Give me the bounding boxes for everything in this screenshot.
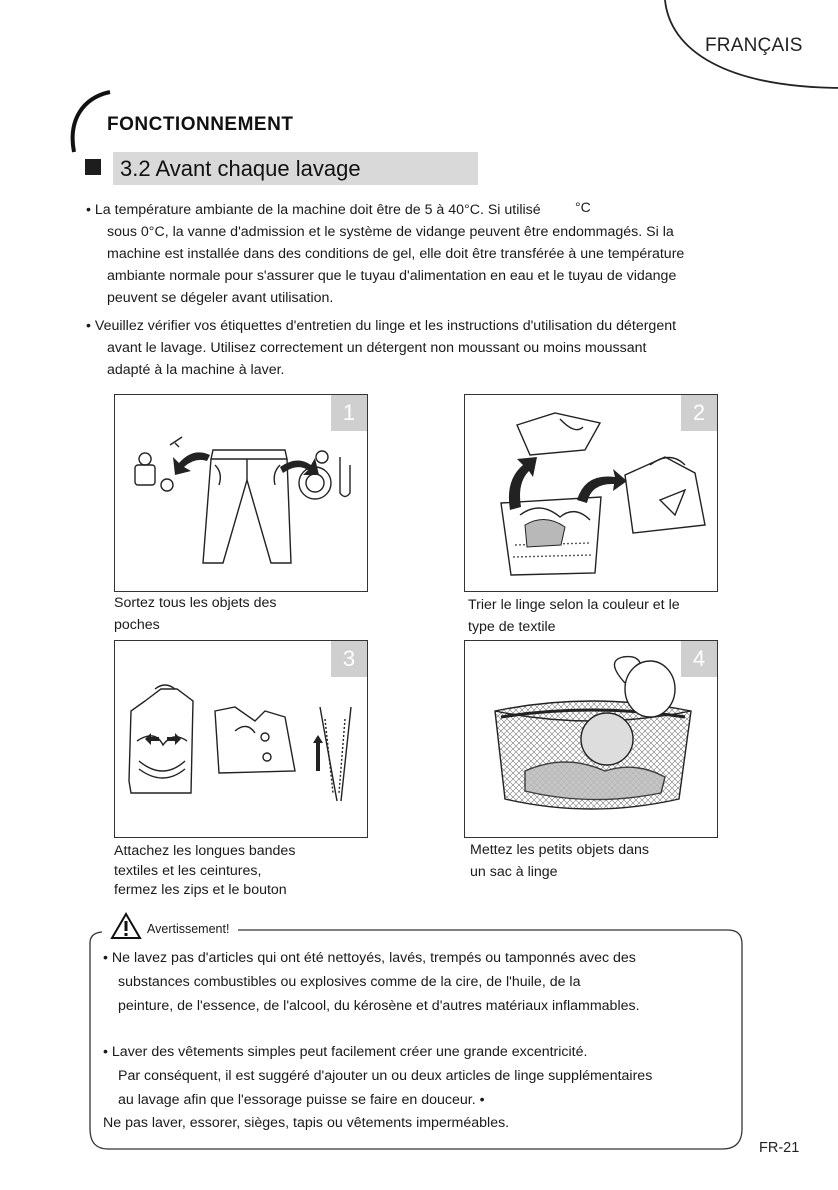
step-number-2: 2 xyxy=(681,395,717,431)
step-caption-3 xyxy=(114,842,374,901)
step-number-1: 1 xyxy=(331,395,367,431)
bullet-2-line-0: • Veuillez vérifier vos étiquettes d'entretien du linge et les instructions d'utilisation du détergent xyxy=(86,318,677,334)
caption-4-line-1: un sac à linge xyxy=(470,864,558,880)
step-panel-2 xyxy=(464,394,718,592)
warning-1-line-2: peinture, de l'essence, de l'alcool, du kérosène et d'autres matériaux inflammables. xyxy=(118,998,640,1014)
bullet-1-line-1: sous 0°C, la vanne d'admission et le système de vidange peuvent être endommagés. Si la xyxy=(107,224,674,240)
step-caption-1 xyxy=(114,592,354,636)
warning-2-line-2: au lavage afin que l'essorage puisse se faire en douceur. • xyxy=(118,1092,485,1108)
intro-bullet-1 xyxy=(86,199,726,309)
step-caption-2 xyxy=(468,594,708,638)
laundry-basket-illustration xyxy=(465,395,717,591)
caption-3-line-0: Attachez les longues bandes xyxy=(114,843,296,859)
caption-4-line-0: Mettez les petits objets dans xyxy=(470,842,650,858)
step-caption-4 xyxy=(470,839,710,883)
temperature-unit: °C xyxy=(575,199,591,215)
caption-3-line-2: fermez les zips et le bouton xyxy=(114,882,287,898)
intro-bullet-2 xyxy=(86,315,726,381)
caption-1-line-1: poches xyxy=(114,617,160,633)
bullet-1-line-0: • La température ambiante de la machine doit être de 5 à 40°C. Si utilisé xyxy=(86,202,541,218)
step-panel-3 xyxy=(114,640,368,838)
bullet-2-line-1: avant le lavage. Utilisez correctement un détergent non moussant ou moins moussant xyxy=(107,340,647,356)
laundry-bag-illustration xyxy=(465,641,717,837)
page-number: FR-21 xyxy=(759,1140,800,1156)
step-number-3: 3 xyxy=(331,641,367,677)
warning-2-line-0: • Laver des vêtements simples peut facilement créer une grande excentricité. xyxy=(103,1044,588,1060)
step-panel-4 xyxy=(464,640,718,838)
pants-pockets-illustration xyxy=(115,395,367,591)
step-number-4: 4 xyxy=(681,641,717,677)
bullet-1-line-2: machine est installée dans des conditions de gel, elle doit être transférée à une température xyxy=(107,246,685,262)
fasten-items-illustration xyxy=(115,641,367,837)
warning-item-2 xyxy=(103,1040,733,1112)
caption-2-line-1: type de textile xyxy=(468,619,556,635)
warning-title: Avertissement! xyxy=(145,922,233,936)
warning-1-line-0: • Ne lavez pas d'articles qui ont été nettoyés, lavés, trempés ou tamponnés avec des xyxy=(103,950,636,966)
bullet-2-line-2: adapté à la machine à laver. xyxy=(107,362,285,378)
warning-2-line-1: Par conséquent, il est suggéré d'ajouter un ou deux articles de linge supplémentaires xyxy=(118,1068,653,1084)
language-label: FRANÇAIS xyxy=(705,35,803,56)
step-panel-1 xyxy=(114,394,368,592)
warning-item-3: Ne pas laver, essorer, sièges, tapis ou vêtements imperméables. xyxy=(103,1115,510,1131)
warning-item-1 xyxy=(103,946,733,1018)
warning-icon xyxy=(110,912,142,940)
caption-2-line-0: Trier le linge selon la couleur et le xyxy=(468,597,680,613)
bullet-1-line-3: ambiante normale pour s'assurer que le tuyau d'alimentation en eau et le tuyau de vidange xyxy=(107,268,677,284)
subsection-title: 3.2 Avant chaque lavage xyxy=(120,156,361,181)
subsection-marker xyxy=(85,159,101,175)
warning-1-line-1: substances combustibles ou explosives comme de la cire, de l'huile, de la xyxy=(118,974,581,990)
caption-3-line-1: textiles et les ceintures, xyxy=(114,862,262,879)
caption-1-line-0: Sortez tous les objets des xyxy=(114,595,277,611)
section-title: FONCTIONNEMENT xyxy=(107,114,294,135)
bullet-1-line-4: peuvent se dégeler avant utilisation. xyxy=(107,290,334,306)
